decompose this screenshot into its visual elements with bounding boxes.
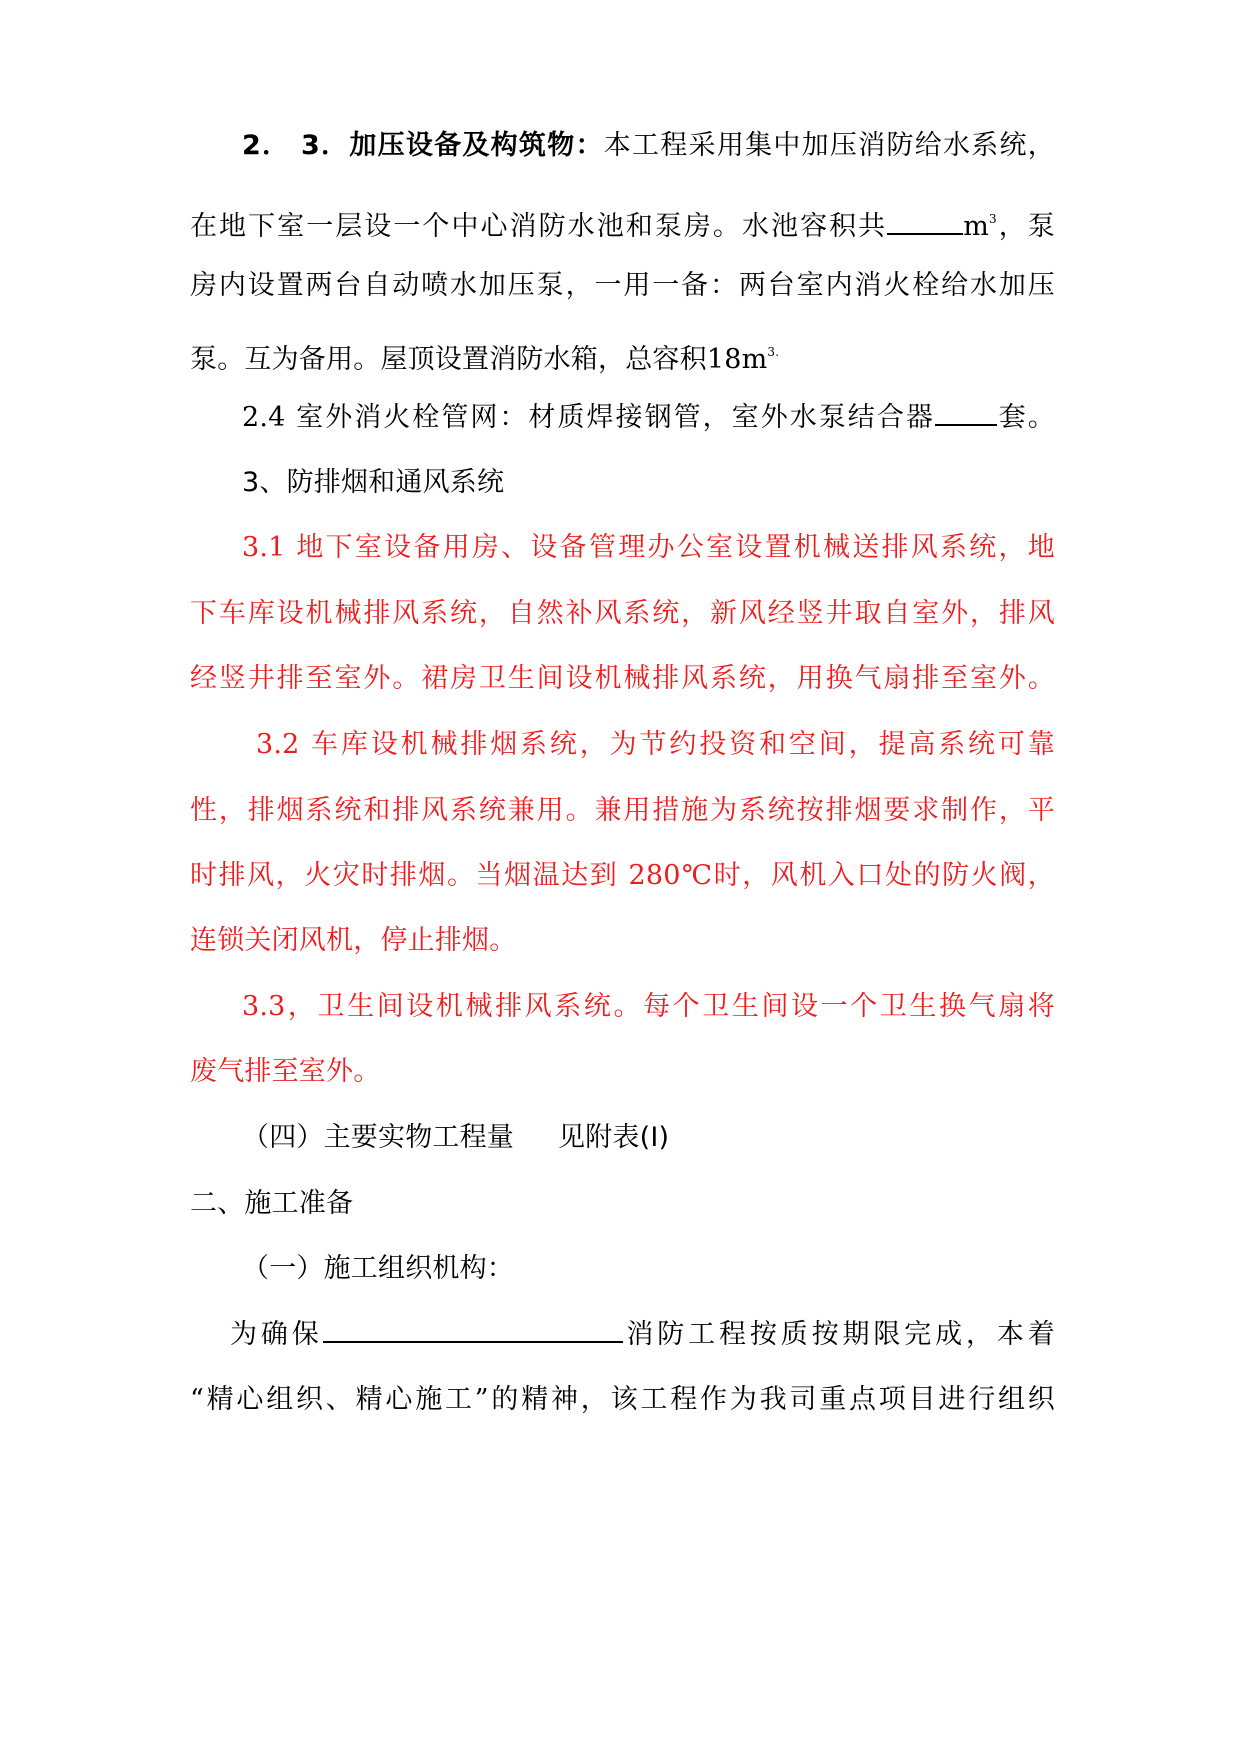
heading-org: （一）施工组织机构：: [242, 1253, 514, 1284]
para-3-1-line-3: 经竖井排至室外。裙房卫生间设机械排风系统，用换气扇排至室外。: [190, 663, 1055, 694]
para-3-3-line-1: 3.3，卫生间设机械排风系统。每个卫生间设一个卫生换气扇将: [242, 991, 1055, 1022]
para-2-3-line-1: [190, 123, 1055, 169]
heading-4-title: （四）主要实物工程量: [242, 1122, 514, 1153]
para-3-2-line-4: 连锁关闭风机，停止排烟。: [190, 925, 517, 956]
para-2-3-line-4: 泵。互为备用。屋顶设置消防水箱，总容积$18m^{3.}$: [190, 344, 780, 375]
para-3-2-line-2: 性，排烟系统和排风系统兼用。兼用措施为系统按排烟要求制作，平: [190, 795, 1055, 826]
para-2-3-line-3: 房内设置两台自动喷水加压泵，一用一备：两台室内消火栓给水加压: [190, 270, 1055, 301]
section-2-title: 二、施工准备: [190, 1188, 354, 1219]
pool-volume-blank[interactable]: [887, 203, 963, 235]
tank-volume: 18m: [706, 344, 768, 375]
para-2-3-line-2: 在地下室一层设一个中心消防水池和泵房。水池容积共 $m^3$，泵: [190, 196, 1055, 242]
para-3-2-line-3: 时排风，火灾时排烟。当烟温达到 280℃时，风机入口处的防火阀，: [190, 860, 1055, 891]
para-3-2-line-1: 3.2 车库设机械排烟系统，为节约投资和空间，提高系统可靠: [256, 729, 1055, 760]
para-3-1-line-2: 下车库设机械排风系统，自然补风系统，新风经竖井取自室外，排风: [190, 598, 1055, 629]
para-org-line-1: 为确保 消防工程按质按期限完成，本着: [190, 1311, 1055, 1357]
heading-4-ref: 见附表(Ⅰ): [558, 1122, 670, 1153]
para-3-1-line-1: 3.1 地下室设备用房、设备管理办公室设置机械送排风系统，地: [242, 532, 1055, 563]
para-2-4: 2.4 室外消火栓管网：材质焊接钢管，室外水泵结合器 套。: [190, 394, 1055, 440]
heading-4: [190, 1115, 1107, 1161]
heading-3: 3、防排烟和通风系统: [242, 467, 505, 498]
para-2-3-text: 本工程采用集中加压消防给水系统，: [603, 130, 1055, 161]
para-3-3-line-2: 废气排至室外。: [190, 1056, 381, 1087]
connector-count-blank[interactable]: [935, 394, 997, 426]
para-2-3-heading: 2． 3．加压设备及构筑物：: [242, 130, 604, 161]
project-name-blank[interactable]: [323, 1311, 623, 1343]
para-org-line-2: “精心组织、精心施工”的精神，该工程作为我司重点项目进行组织: [190, 1384, 1055, 1415]
